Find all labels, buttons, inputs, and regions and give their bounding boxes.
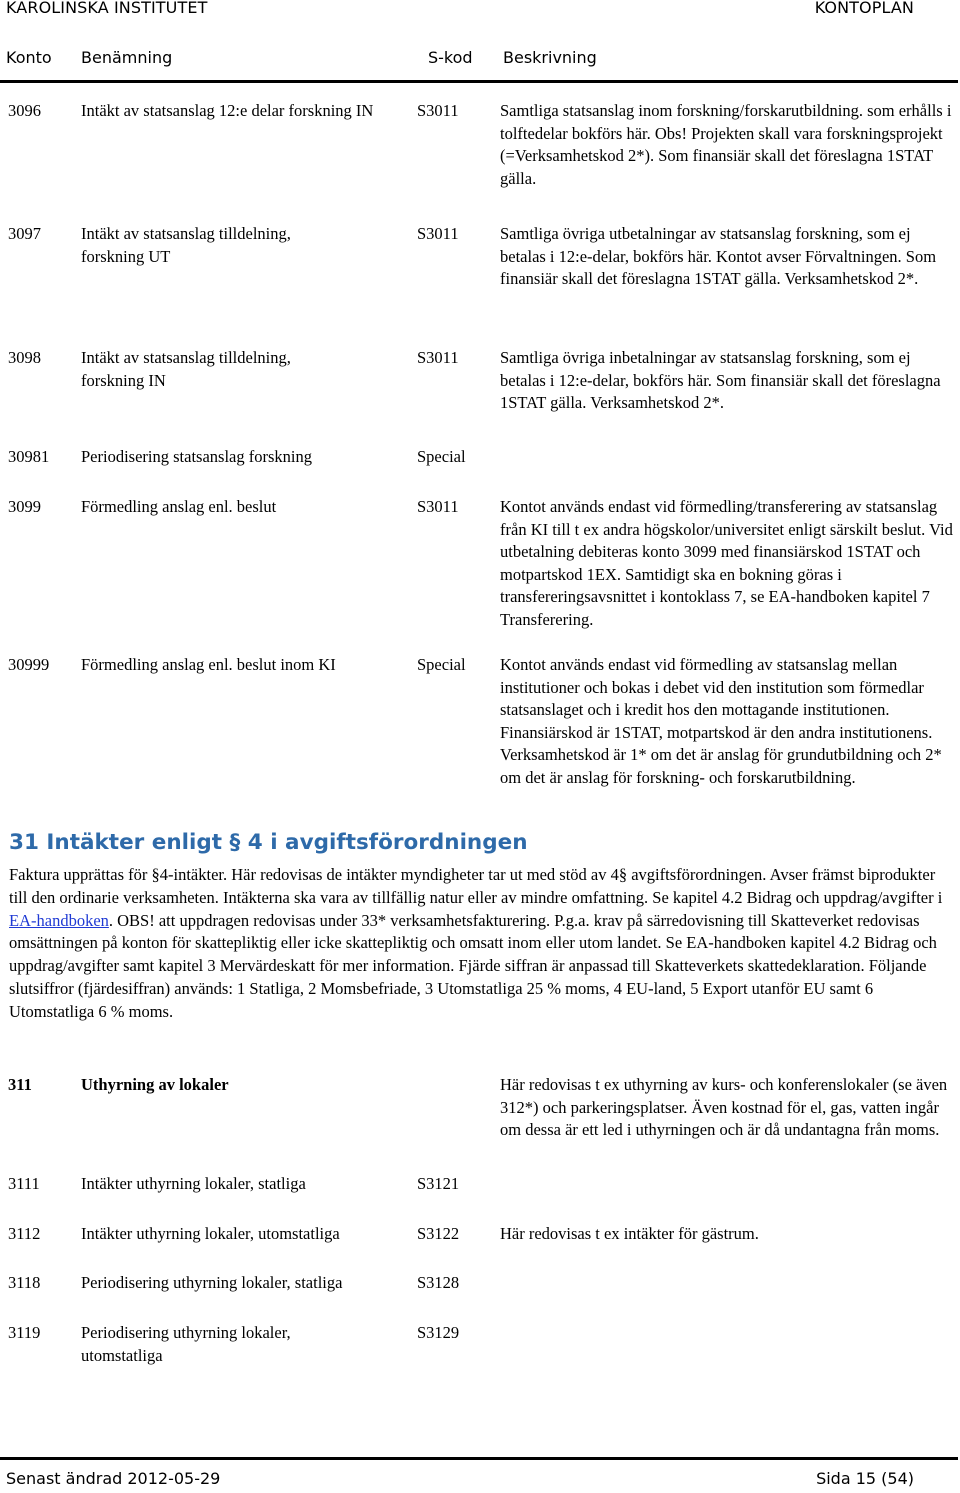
- account-description: Samtliga statsanslag inom forskning/forskarutbildning. som erhålls i tolftedelar bokförs här. Obs! Projekten skall vara forskningsprojekt (=Verksamhetskod 2*). Som finansiär skall det föreslagna 1STAT gälla.: [500, 101, 952, 188]
- s-code: S3128: [417, 1273, 460, 1292]
- paragraph-text-2: . OBS! att uppdragen redovisas under 33* verksamhetsfakturering. P.g.a. krav på särredovisning till Skatteverket redovisas omsättningen på konton för skattepliktig eller icke skattepliktig och omsatt inom eller utom landet. Se EA-handboken kapitel 4.2 Bidrag och uppdrag/avgifter samt kapitel 3 Mervärdeskatt för mer information. Fjärde siffran är anpassad till Skatteverkets skattedeklaration. Följande slutsiffror (fjärdesiffran) används: 1 Statliga, 2 Momsbefriade, 3 Utomstatliga 25 % moms, 4 EU-land, 5 Export utanför EU samt 6 Utomstatliga 6 % moms.: [9, 910, 937, 1021]
- account-number: 3111: [8, 1174, 40, 1193]
- s-code: S3011: [417, 224, 459, 243]
- col-beskrivning: Beskrivning: [503, 48, 597, 67]
- account-number: 3097: [8, 224, 41, 243]
- account-description: Kontot används endast vid förmedling av statsanslag mellan institutioner och bokas i debet vid den institution som förmedlar statsanslaget och i kredit hos den mottagande institutionen. Finansiärskod är 1STAT, motpartskod är den andra institutionens. Verksamhetskod är 1* om det är anslag för grundutbildning och 2* om det är anslag för forskning- och forskarutbildning.: [500, 655, 942, 787]
- last-modified: Senast ändrad 2012-05-29: [6, 1469, 221, 1488]
- account-description: Samtliga övriga utbetalningar av statsanslag forskning, som ej betalas i 12:e-delar, bokförs här. Kontot avser Förvaltningen. Som finansiär skall det föreslagna 1STAT gälla. Verksamhetskod 2*.: [500, 224, 937, 289]
- footer-rule: [0, 1457, 958, 1460]
- paragraph-text-1: Faktura upprättas för §4-intäkter. Här redovisas de intäkter myndigheter tar ut med stöd av 4§ avgiftsförordningen. Avser främst biprodukter till den ordinarie verksamheten. Intäkterna ska vara av tillfällig natur eller av mindre omfattning. Se kapitel 4.2 Bidrag och uppdrag/avgifter i: [9, 865, 943, 907]
- account-description: Här redovisas t ex uthyrning av kurs- och konferenslokaler (se även 312*) och parkeringsplatser. Även kostnad för el, gas, vatten ingår om dessa är ett led i uthyrningen och är då undantagna från moms.: [500, 1075, 948, 1140]
- s-code: S3121: [417, 1174, 460, 1193]
- account-description: Här redovisas t ex intäkter för gästrum.: [500, 1224, 759, 1243]
- account-name: Intäkt av statsanslag 12:e delar forskning IN: [81, 101, 374, 120]
- account-number: 3098: [8, 348, 41, 367]
- account-name: Uthyrning av lokaler: [81, 1075, 229, 1094]
- account-description: Samtliga övriga inbetalningar av statsanslag forskning, som ej betalas i 12:e-delar, bokförs här. Som finansiär skall det föreslagna 1STAT gälla. Verksamhetskod 2*.: [500, 348, 941, 413]
- account-number: 311: [8, 1075, 32, 1094]
- page-footer: [6, 1469, 914, 1488]
- s-code: S3011: [417, 101, 459, 120]
- col-benamning: Benämning: [81, 48, 173, 67]
- account-name: Förmedling anslag enl. beslut inom KI: [81, 655, 336, 674]
- col-skod: S-kod: [428, 48, 473, 67]
- section-heading: 31 Intäkter enligt § 4 i avgiftsförordningen: [9, 830, 528, 855]
- account-name: Periodisering statsanslag forskning: [81, 447, 312, 466]
- account-number: 3096: [8, 101, 41, 120]
- s-code: S3011: [417, 348, 459, 367]
- account-name: Periodisering uthyrning lokaler, utomstatliga: [81, 1323, 291, 1365]
- account-description: Kontot används endast vid förmedling/transferering av statsanslag från KI till t ex andra högskolor/universitet enligt särskilt beslut. Vid utbetalning debiteras konto 3099 med finansiärskod 1STAT och motpartskod 1EX. Samtidigt ska en bokning göras i transfereringsavsnittet i kontoklass 7, se EA-handboken kapitel 7 Transferering.: [500, 497, 953, 629]
- account-number: 30981: [8, 447, 50, 466]
- account-name: Intäkt av statsanslag tilldelning, forskning UT: [81, 224, 291, 266]
- account-number: 3112: [8, 1224, 41, 1243]
- doc-title: KONTOPLAN: [814, 0, 914, 17]
- account-number: 3099: [8, 497, 41, 516]
- account-name: Periodisering uthyrning lokaler, statliga: [81, 1273, 343, 1292]
- page-number: Sida 15 (54): [816, 1469, 914, 1488]
- s-code: S3122: [417, 1224, 460, 1243]
- page-header: [6, 0, 914, 17]
- column-header: [0, 48, 960, 72]
- account-name: Intäkter uthyrning lokaler, statliga: [81, 1174, 306, 1193]
- header-rule: [0, 80, 958, 83]
- col-konto: Konto: [6, 48, 52, 67]
- s-code: Special: [417, 447, 466, 466]
- section-paragraph: [9, 864, 954, 1024]
- account-number: 3119: [8, 1323, 41, 1342]
- account-name: Intäkter uthyrning lokaler, utomstatliga: [81, 1224, 340, 1243]
- account-number: 3118: [8, 1273, 41, 1292]
- s-code: S3011: [417, 497, 459, 516]
- s-code: Special: [417, 655, 466, 674]
- s-code: S3129: [417, 1323, 460, 1342]
- account-name: Intäkt av statsanslag tilldelning, forskning IN: [81, 348, 291, 390]
- org-name: KAROLINSKA INSTITUTET: [6, 0, 208, 17]
- account-number: 30999: [8, 655, 50, 674]
- account-name: Förmedling anslag enl. beslut: [81, 497, 277, 516]
- ea-handbook-link[interactable]: EA-handboken: [9, 910, 109, 930]
